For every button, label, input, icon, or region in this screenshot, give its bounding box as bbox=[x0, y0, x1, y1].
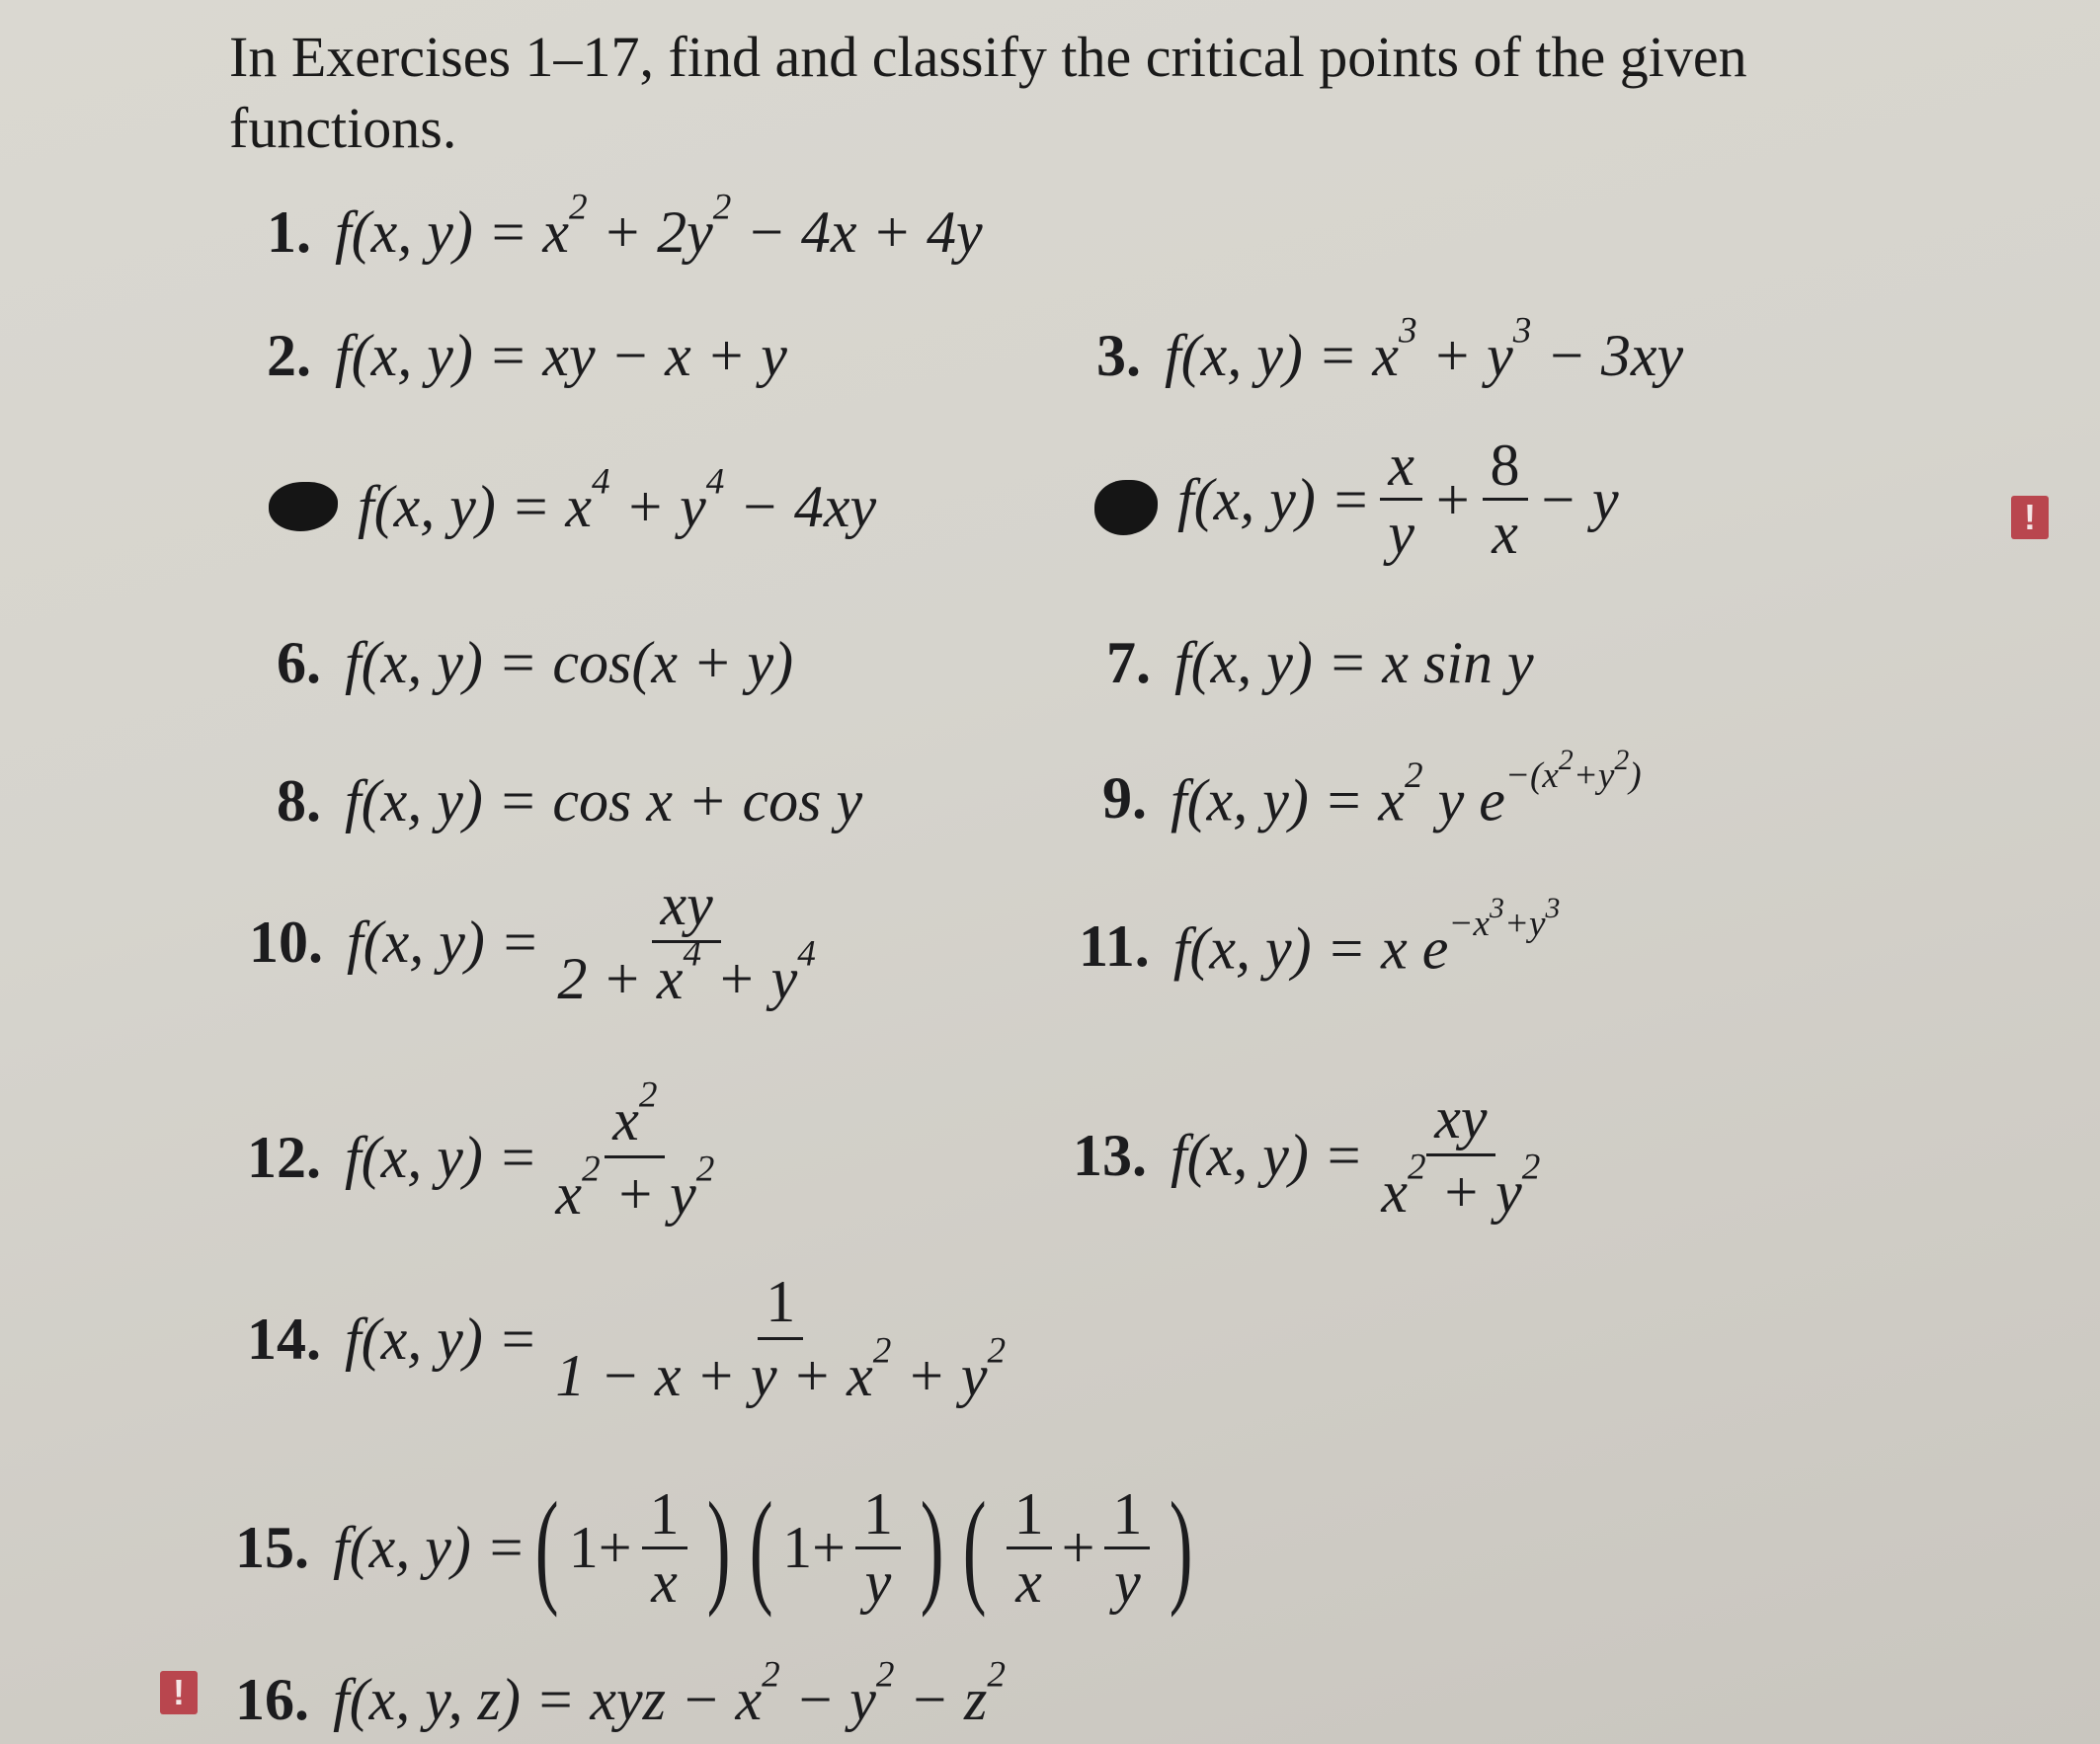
exercise-5 bbox=[1177, 433, 1619, 566]
exercise-12-expression: f(x, y) = $\frac{x^2}{x^2 + y^2}$ bbox=[345, 1088, 732, 1226]
exercise-7: 7. f(x, y) = x sin y bbox=[1106, 630, 1534, 695]
fraction-12: $\frac{x^2}{x^2 + y^2}$ bbox=[555, 1074, 715, 1227]
fraction-10: $\frac{xy}{2 + x^4 + y^4}$ bbox=[557, 872, 816, 1011]
exercise-12: 12. f(x, y) = $\frac{x^2}{x^2 + y^2}$ bbox=[247, 1088, 732, 1226]
ink-blot-4 bbox=[269, 482, 338, 531]
exercise-instructions: In Exercises 1–17, find and classify the critical points of the given functions. bbox=[229, 25, 1747, 160]
exercise-2-expression: f(x, y) = xy − x + y bbox=[335, 323, 787, 388]
fraction-14: $\frac{1}{1 - x + y + x^2 + y^2}$ bbox=[555, 1269, 1007, 1408]
exercise-11-expression: f(x, y) = x $e^{-x^3+y^3}$ bbox=[1172, 892, 1561, 982]
warning-icon: ! bbox=[2011, 496, 2049, 539]
exercise-6-expression: f(x, y) = cos(x + y) bbox=[345, 630, 794, 695]
exercise-10: 10. f(x, y) = $\frac{xy}{2 + x^4 + y^4}$ bbox=[249, 873, 834, 1010]
exercise-16-expression: f(x, y, z) = xyz − $x^2 - y^2 - z^2$ bbox=[333, 1654, 1006, 1732]
exercise-11: 11. f(x, y) = x $e^{-x^3+y^3}$ bbox=[1079, 892, 1561, 982]
exercise-7-expression: f(x, y) = x sin y bbox=[1174, 630, 1534, 695]
exercise-3: 3. f(x, $y) = x^3 + y^3 - 3xy$ bbox=[1096, 310, 1684, 388]
exercise-2: 2. f(x, y) = xy − x + y bbox=[267, 323, 787, 388]
exercise-1-expression: f(x, $y) = x^2 + 2y^2 - 4x + 4y$ bbox=[335, 187, 983, 265]
exercise-14: 14. f(x, y) = $\frac{1}{1 - x + y + x^2 + y^2}$ bbox=[247, 1270, 1023, 1407]
exercise-4-expression: f(x, $y) = x^4 + y^4 - 4xy$ bbox=[358, 461, 877, 539]
exercise-1: 1. f(x, $y) = x^2 + 2y^2 - 4x + 4y$ bbox=[267, 187, 983, 265]
exercise-15: 15. f(x, y) = ( 1 + $\frac{1}{x}$ ) ( 1 + $\frac{1}{y}$ ) ( $\frac{1}{x}$ + $\frac{1}{y}$ ) bbox=[235, 1483, 1203, 1612]
exercise-13-expression: f(x, y) = $\frac{xy}{x^2 + y^2}$ bbox=[1171, 1086, 1558, 1224]
exercise-5-expression: f(x, y) = $\frac{x}{y}$ + $\frac{8}{x}$ − y bbox=[1177, 433, 1619, 566]
exercise-8-expression: f(x, y) = cos x + cos y bbox=[345, 768, 863, 833]
fraction-13: $\frac{xy}{x^2 + y^2}$ bbox=[1381, 1085, 1541, 1225]
exercise-16: 16. f(x, y, z) = xyz − $x^2 - y^2 - z^2$ bbox=[235, 1654, 1006, 1732]
exercise-9-expression: f(x, $y) = x^2$ y $e^{-(x^2+y^2)}$ bbox=[1171, 744, 1642, 833]
exercise-3-expression: f(x, $y) = x^3 + y^3 - 3xy$ bbox=[1165, 310, 1684, 388]
exercise-8: 8. f(x, y) = cos x + cos y bbox=[277, 768, 863, 833]
exercise-9: 9. f(x, $y) = x^2$ y $e^{-(x^2+y^2)}$ bbox=[1102, 744, 1642, 833]
ink-blot-5 bbox=[1094, 480, 1158, 535]
fraction-x-over-y: $\frac{x}{y}$ bbox=[1380, 436, 1422, 562]
warning-icon-16: ! bbox=[160, 1671, 198, 1714]
exercise-6: 6. f(x, y) = cos(x + y) bbox=[277, 630, 794, 695]
exercise-13: 13. f(x, y) = $\frac{xy}{x^2 + y^2}$ bbox=[1073, 1086, 1558, 1224]
exercise-4 bbox=[358, 461, 877, 541]
exercise-15-expression: f(x, y) = ( 1 + $\frac{1}{x}$ ) ( 1 + $\frac{1}{y}$ ) ( $\frac{1}{x}$ + $\frac{1}{y}$ ) bbox=[333, 1476, 1193, 1619]
fraction-8-over-x: $\frac{8}{x}$ bbox=[1483, 436, 1528, 562]
exercise-14-expression: f(x, y) = $\frac{1}{1 - x + y + x^2 + y^2}$ bbox=[345, 1270, 1023, 1407]
exercise-10-expression: f(x, y) = $\frac{xy}{2 + x^4 + y^4}$ bbox=[347, 873, 834, 1010]
